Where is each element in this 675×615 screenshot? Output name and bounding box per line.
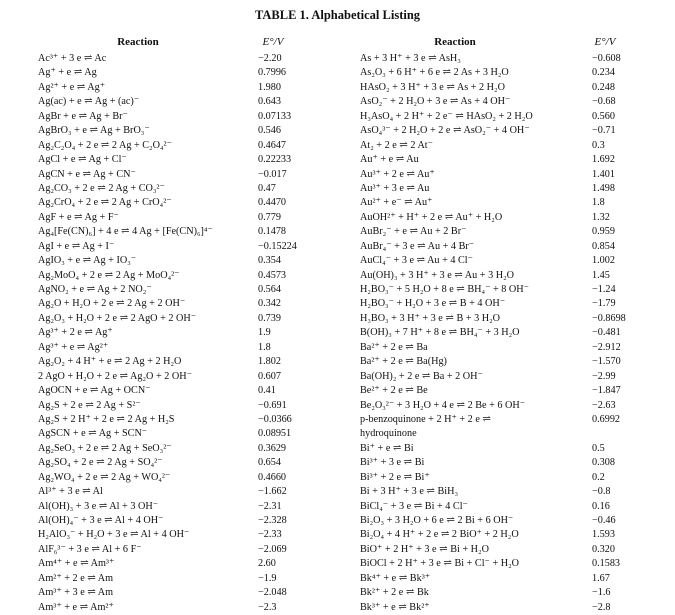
reaction-cell: Ag³⁺ + e ⇌ Ag²⁺: [38, 341, 109, 353]
table-row: [360, 110, 660, 124]
reaction-cell: Be₂O₃²⁻ + 3 H₂O + 4 e ⇌ 2 Be + 6 OH⁻: [360, 399, 526, 411]
reaction-cell: Bk³⁺ + e ⇌ Bk²⁺: [360, 601, 430, 613]
reaction-cell: Am³⁺ + 3 e ⇌ Am: [38, 587, 114, 599]
potential-cell: −0.68: [592, 96, 616, 108]
potential-cell: 0.1583: [592, 558, 621, 570]
table-row: [360, 355, 660, 369]
reaction-cell: As + 3 H⁺ + 3 e ⇌ AsH₃: [360, 53, 461, 64]
table-row: [38, 557, 338, 571]
reaction-cell: Au(OH)₃ + 3 H⁺ + 3 e ⇌ Au + 3 H₂O: [360, 269, 514, 281]
potential-cell: −2.912: [592, 341, 621, 353]
reaction-cell: AgIO₃ + e ⇌ Ag + IO₃⁻: [38, 255, 137, 267]
table-row: [38, 283, 338, 297]
potential-cell: 1.67: [592, 572, 610, 584]
table-row: [360, 225, 660, 239]
potential-cell: −1.79: [592, 298, 616, 310]
left-header: [38, 36, 338, 52]
potential-cell: −0.017: [258, 168, 287, 180]
table-row: [38, 269, 338, 283]
reaction-cell: Ag₂O₃ + H₂O + 2 e ⇌ 2 AgO + 2 OH⁻: [38, 312, 197, 324]
reaction-cell: B(OH)₃ + 7 H⁺ + 8 e ⇌ BH₄⁻ + 3 H₂O: [360, 327, 520, 339]
table-row: [360, 456, 660, 470]
potential-header: E°/V: [262, 36, 284, 48]
potential-cell: 1.32: [592, 211, 610, 223]
table-row: [360, 81, 660, 95]
potential-cell: −2.63: [592, 399, 616, 411]
table-row: [360, 95, 660, 109]
potential-cell: −1.847: [592, 385, 621, 397]
table-row: [38, 413, 338, 427]
right-header: [360, 36, 660, 52]
table-row: [360, 601, 660, 615]
potential-cell: −2.3: [258, 601, 277, 613]
table-row: [360, 341, 660, 355]
reaction-cell: AgNO₂ + e ⇌ Ag + 2 NO₂⁻: [38, 284, 152, 295]
potential-cell: 1.401: [592, 168, 615, 180]
potential-cell: 1.593: [592, 529, 615, 541]
reaction-cell: Am²⁺ + 2 e ⇌ Am: [38, 572, 114, 584]
table-row: [38, 543, 338, 557]
table-row: [38, 586, 338, 600]
table-row: [360, 66, 660, 80]
reaction-cell: Ag₂WO₄ + 2 e ⇌ 2 Ag + WO₄²⁻: [38, 471, 171, 483]
reaction-cell: Bi³⁺ + 3 e ⇌ Bi: [360, 457, 425, 469]
table-row: [360, 196, 660, 210]
table-row: [38, 66, 338, 80]
potential-cell: 0.739: [258, 312, 281, 324]
potential-cell: 1.498: [592, 182, 615, 194]
reaction-cell: AgSCN + e ⇌ Ag + SCN⁻: [38, 428, 148, 440]
table-row: [360, 399, 660, 413]
table-row: [360, 427, 660, 441]
potential-cell: −2.069: [258, 543, 287, 555]
potential-cell: 0.4470: [258, 197, 287, 209]
table-row: [360, 153, 660, 167]
reaction-cell: Am³⁺ + e ⇌ Am²⁺: [38, 601, 114, 613]
potential-cell: −0.608: [592, 53, 621, 64]
reaction-cell: Am⁴⁺ + e ⇌ Am³⁺: [38, 558, 115, 570]
table-row: [360, 124, 660, 138]
table-row: [360, 500, 660, 514]
potential-cell: −0.15224: [258, 240, 297, 252]
potential-cell: 0.4573: [258, 269, 287, 281]
table-row: [38, 471, 338, 485]
reaction-cell: Be²⁺ + 2 e ⇌ Be: [360, 385, 428, 397]
table-row: [38, 168, 338, 182]
potential-cell: 0.854: [592, 240, 615, 252]
potential-cell: −0.8: [592, 486, 611, 498]
potential-cell: −1.24: [592, 284, 616, 295]
reaction-cell: Ag₂SeO₃ + 2 e ⇌ 2 Ag + SeO₃²⁻: [38, 442, 172, 454]
potential-cell: 1.802: [258, 356, 281, 368]
table-row: [38, 399, 338, 413]
table-row: [38, 196, 338, 210]
reaction-header: Reaction: [434, 36, 476, 48]
reaction-cell: Al(OH)₄⁻ + 3 e ⇌ Al + 4 OH⁻: [38, 515, 164, 526]
potential-cell: 0.1478: [258, 226, 287, 238]
table-row: [38, 514, 338, 528]
table-title: TABLE 1. Alphabetical Listing: [254, 8, 421, 22]
potential-cell: 0.320: [592, 543, 615, 555]
reaction-cell: AsO₂⁻ + 2 H₂O + 3 e ⇌ As + 4 OH⁻: [360, 96, 511, 108]
table-row: [360, 557, 660, 571]
left-column: [38, 36, 338, 615]
table-row: [38, 326, 338, 340]
reaction-cell: Ag₂SO₄ + 2 e ⇌ 2 Ag + SO₄²⁻: [38, 457, 163, 469]
potential-cell: 0.2: [592, 471, 605, 483]
potential-cell: 0.959: [592, 226, 615, 238]
potential-cell: −2.31: [258, 500, 282, 512]
reaction-cell: AgOCN + e ⇌ Ag + OCN⁻: [38, 385, 151, 397]
potential-cell: 0.4660: [258, 471, 287, 483]
table-row: [38, 95, 338, 109]
table-row: [38, 153, 338, 167]
reaction-cell: HAsO₂ + 3 H⁺ + 3 e ⇌ As + 2 H₂O: [360, 81, 505, 93]
table-row: [38, 442, 338, 456]
table-row: [38, 485, 338, 499]
table-row: [38, 225, 338, 239]
table-row: [360, 485, 660, 499]
left-rows: [38, 52, 338, 615]
reaction-cell: At₂ + 2 e ⇌ 2 At⁻: [360, 139, 434, 151]
potential-cell: 0.7996: [258, 67, 287, 79]
table-row: [38, 139, 338, 153]
potential-cell: 0.5: [592, 442, 605, 454]
potential-cell: −2.20: [258, 53, 282, 64]
reaction-cell: Ag(ac) + e ⇌ Ag + (ac)⁻: [38, 96, 140, 108]
potential-cell: 1.8: [258, 341, 271, 353]
table-row: [38, 341, 338, 355]
reaction-cell: Ag³⁺ + 2 e ⇌ Ag⁺: [38, 327, 113, 339]
table-row: [360, 442, 660, 456]
table-row: [38, 427, 338, 441]
table-row: [360, 211, 660, 225]
reaction-cell: Ac³⁺ + 3 e ⇌ Ac: [38, 53, 107, 64]
potential-cell: 0.234: [592, 67, 615, 79]
reaction-cell: AuBr₄⁻ + 3 e ⇌ Au + 4 Br⁻: [360, 240, 475, 252]
potential-cell: −1.570: [592, 356, 621, 368]
potential-cell: 0.564: [258, 284, 281, 295]
reaction-cell: Ag₄[Fe(CN)₆] + 4 e ⇌ 4 Ag + [Fe(CN)₆]⁴⁻: [38, 226, 213, 238]
potential-cell: −0.0366: [258, 413, 292, 425]
right-column: [360, 36, 660, 615]
table-row: [38, 370, 338, 384]
reaction-cell: Bk²⁺ + 2 e ⇌ Bk: [360, 587, 429, 599]
potential-cell: −0.691: [258, 399, 287, 411]
reaction-cell: AlF₆³⁻ + 3 e ⇌ Al + 6 F⁻: [38, 543, 142, 555]
potential-cell: 0.560: [592, 110, 615, 122]
table-row: [360, 168, 660, 182]
table-row: [38, 384, 338, 398]
reaction-cell: hydroquinone: [360, 428, 417, 440]
table-row: [38, 456, 338, 470]
reaction-cell: As₂O₃ + 6 H⁺ + 6 e ⇌ 2 As + 3 H₂O: [360, 67, 509, 79]
reaction-cell: AsO₄³⁻ + 2 H₂O + 2 e ⇌ AsO₂⁻ + 4 OH⁻: [360, 125, 530, 137]
table-row: [38, 297, 338, 311]
reaction-cell: BiCl₄⁻ + 3 e ⇌ Bi + 4 Cl⁻: [360, 500, 468, 512]
table-row: [360, 514, 660, 528]
potential-cell: −0.8698: [592, 312, 626, 324]
potential-cell: 1.9: [258, 327, 271, 339]
potential-cell: 0.16: [592, 500, 610, 512]
table-row: [38, 81, 338, 95]
table-row: [38, 572, 338, 586]
potential-cell: 0.6992: [592, 413, 621, 425]
potential-cell: 0.607: [258, 370, 281, 382]
reaction-cell: Bi + 3 H⁺ + 3 e ⇌ BiH₃: [360, 486, 459, 498]
reaction-cell: Au³⁺ + 2 e ⇌ Au⁺: [360, 168, 435, 180]
reaction-cell: Ag₂MoO₄ + 2 e ⇌ 2 Ag + MoO₄²⁻: [38, 269, 180, 281]
table-row: [38, 500, 338, 514]
potential-cell: 0.3: [592, 139, 605, 151]
potential-cell: 0.779: [258, 211, 281, 223]
table-row: [38, 110, 338, 124]
reaction-cell: AgBrO₃ + e ⇌ Ag + BrO₃⁻: [38, 125, 150, 137]
table-row: [360, 283, 660, 297]
potential-cell: −0.481: [592, 327, 621, 339]
potential-cell: 0.22233: [258, 154, 292, 166]
potential-cell: 0.4647: [258, 139, 287, 151]
table-row: [360, 326, 660, 340]
reaction-cell: Bi₂O₃ + 3 H₂O + 6 e ⇌ 2 Bi + 6 OH⁻: [360, 515, 514, 526]
table-row: [38, 601, 338, 615]
table-row: [360, 528, 660, 542]
reaction-cell: BiOCl + 2 H⁺ + 3 e ⇌ Bi + Cl⁻ + H₂O: [360, 558, 520, 570]
reaction-cell: AgCl + e ⇌ Ag + Cl⁻: [38, 154, 127, 166]
reaction-cell: Ag₂O₂ + 4 H⁺ + e ⇌ 2 Ag + 2 H₂O: [38, 356, 182, 368]
reaction-cell: Au⁺ + e ⇌ Au: [360, 154, 419, 166]
table-row: [360, 240, 660, 254]
reaction-cell: AgF + e ⇌ Ag + F⁻: [38, 211, 119, 223]
reaction-cell: AuCl₄⁻ + 3 e ⇌ Au + 4 Cl⁻: [360, 255, 474, 267]
potential-cell: −0.46: [592, 515, 616, 526]
potential-cell: 0.354: [258, 255, 281, 267]
potential-cell: 1.692: [592, 154, 615, 166]
reaction-cell: Al³⁺ + 3 e ⇌ Al: [38, 486, 103, 498]
table-row: [360, 471, 660, 485]
reaction-cell: AgCN + e ⇌ Ag + CN⁻: [38, 168, 136, 180]
potential-cell: 0.47: [258, 182, 276, 194]
table-row: [38, 528, 338, 542]
reaction-cell: H₃AsO₄ + 2 H⁺ + 2 e⁻ ⇌ HAsO₂ + 2 H₂O: [360, 110, 533, 122]
table-row: [360, 139, 660, 153]
reaction-cell: Ba²⁺ + 2 e ⇌ Ba: [360, 341, 428, 353]
table-row: [360, 543, 660, 557]
reaction-cell: H₂AlO₃⁻ + H₂O + 3 e ⇌ Al + 4 OH⁻: [38, 529, 190, 541]
table-row: [360, 182, 660, 196]
reaction-cell: p-benzoquinone + 2 H⁺ + 2 e ⇌: [360, 413, 491, 425]
table-row: [360, 269, 660, 283]
potential-cell: 2.60: [258, 558, 276, 570]
potential-cell: −1.9: [258, 572, 277, 584]
table-row: [360, 384, 660, 398]
reaction-cell: Ba²⁺ + 2 e ⇌ Ba(Hg): [360, 356, 447, 368]
reaction-cell: H₂BO₃⁻ + 5 H₂O + 8 e ⇌ BH₄⁻ + 8 OH⁻: [360, 284, 530, 295]
table-row: [360, 370, 660, 384]
potential-header: E°/V: [594, 36, 616, 48]
potential-cell: −2.99: [592, 370, 616, 382]
potential-cell: 0.3629: [258, 442, 287, 454]
potential-cell: −2.8: [592, 601, 611, 613]
potential-cell: 0.07133: [258, 110, 292, 122]
reaction-cell: Au³⁺ + 3 e ⇌ Au: [360, 182, 430, 194]
table-row: [360, 586, 660, 600]
table-row: [360, 297, 660, 311]
reaction-cell: Bi₂O₄ + 4 H⁺ + 2 e ⇌ 2 BiO⁺ + 2 H₂O: [360, 529, 519, 541]
reaction-cell: Ag₂S + 2 e ⇌ 2 Ag + S²⁻: [38, 399, 141, 411]
reaction-cell: Al(OH)₃ + 3 e ⇌ Al + 3 OH⁻: [38, 500, 159, 512]
reaction-cell: AuOH²⁺ + H⁺ + 2 e ⇌ Au⁺ + H₂O: [360, 211, 503, 223]
reaction-cell: AuBr₂⁻ + e ⇌ Au + 2 Br⁻: [360, 226, 467, 238]
reaction-cell: H₂BO₃⁻ + H₂O + 3 e ⇌ B + 4 OH⁻: [360, 298, 506, 310]
table-row: [38, 240, 338, 254]
reaction-cell: Ag₂C₂O₄ + 2 e ⇌ 2 Ag + C₂O₄²⁻: [38, 139, 172, 151]
reaction-cell: Ag₂CO₃ + 2 e ⇌ 2 Ag + CO₃²⁻: [38, 182, 165, 194]
potential-cell: −1.6: [592, 587, 611, 599]
potential-cell: 1.45: [592, 269, 610, 281]
potential-cell: 0.643: [258, 96, 281, 108]
table-row: [38, 312, 338, 326]
table-row: [38, 355, 338, 369]
potential-cell: 1.002: [592, 255, 615, 267]
table-row: [38, 211, 338, 225]
reaction-cell: H₃BO₃ + 3 H⁺ + 3 e ⇌ B + 3 H₂O: [360, 312, 500, 324]
reaction-cell: Au²⁺ + e⁻ ⇌ Au⁺: [360, 197, 433, 209]
table-row: [360, 52, 660, 66]
reaction-cell: Ag₂O + H₂O + 2 e ⇌ 2 Ag + 2 OH⁻: [38, 298, 186, 310]
potential-cell: 0.654: [258, 457, 281, 469]
reaction-cell: AgBr + e ⇌ Ag + Br⁻: [38, 110, 128, 122]
potential-cell: −2.328: [258, 515, 287, 526]
reaction-header: Reaction: [117, 36, 159, 48]
potential-cell: 0.08951: [258, 428, 292, 440]
potential-cell: 0.342: [258, 298, 281, 310]
table-row: [360, 572, 660, 586]
reaction-cell: Bi⁺ + e ⇌ Bi: [360, 442, 414, 454]
table-row: [38, 254, 338, 268]
reaction-cell: Bk⁴⁺ + e ⇌ Bk³⁺: [360, 572, 431, 584]
potential-cell: 1.980: [258, 81, 281, 93]
table-row: [38, 182, 338, 196]
table-row: [38, 52, 338, 66]
potential-cell: −2.33: [258, 529, 282, 541]
reaction-cell: AgI + e ⇌ Ag + I⁻: [38, 240, 115, 252]
potential-cell: 0.308: [592, 457, 615, 469]
reaction-cell: Ag⁺ + e ⇌ Ag: [38, 67, 97, 79]
reaction-cell: BiO⁺ + 2 H⁺ + 3 e ⇌ Bi + H₂O: [360, 543, 489, 555]
potential-cell: −2.048: [258, 587, 287, 599]
potential-cell: 1.8: [592, 197, 605, 209]
potential-cell: −1.662: [258, 486, 287, 498]
reaction-cell: Ba(OH)₂ + 2 e ⇌ Ba + 2 OH⁻: [360, 370, 483, 382]
potential-cell: 0.248: [592, 81, 615, 93]
table-row: [360, 312, 660, 326]
potential-cell: 0.41: [258, 385, 276, 397]
reaction-cell: Ag₂CrO₄ + 2 e ⇌ 2 Ag + CrO₄²⁻: [38, 197, 172, 209]
potential-cell: 0.546: [258, 125, 281, 137]
right-rows: [360, 52, 660, 615]
potential-cell: −0.71: [592, 125, 616, 137]
table-row: [360, 254, 660, 268]
reaction-cell: Ag₂S + 2 H⁺ + 2 e ⇌ 2 Ag + H₂S: [38, 413, 175, 425]
reaction-cell: Ag²⁺ + e ⇌ Ag⁺: [38, 81, 106, 93]
reaction-cell: Bi³⁺ + 2 e ⇌ Bi⁺: [360, 471, 430, 483]
table-row: [360, 413, 660, 427]
reaction-cell: 2 AgO + H₂O + 2 e ⇌ Ag₂O + 2 OH⁻: [38, 370, 192, 382]
table-row: [38, 124, 338, 138]
